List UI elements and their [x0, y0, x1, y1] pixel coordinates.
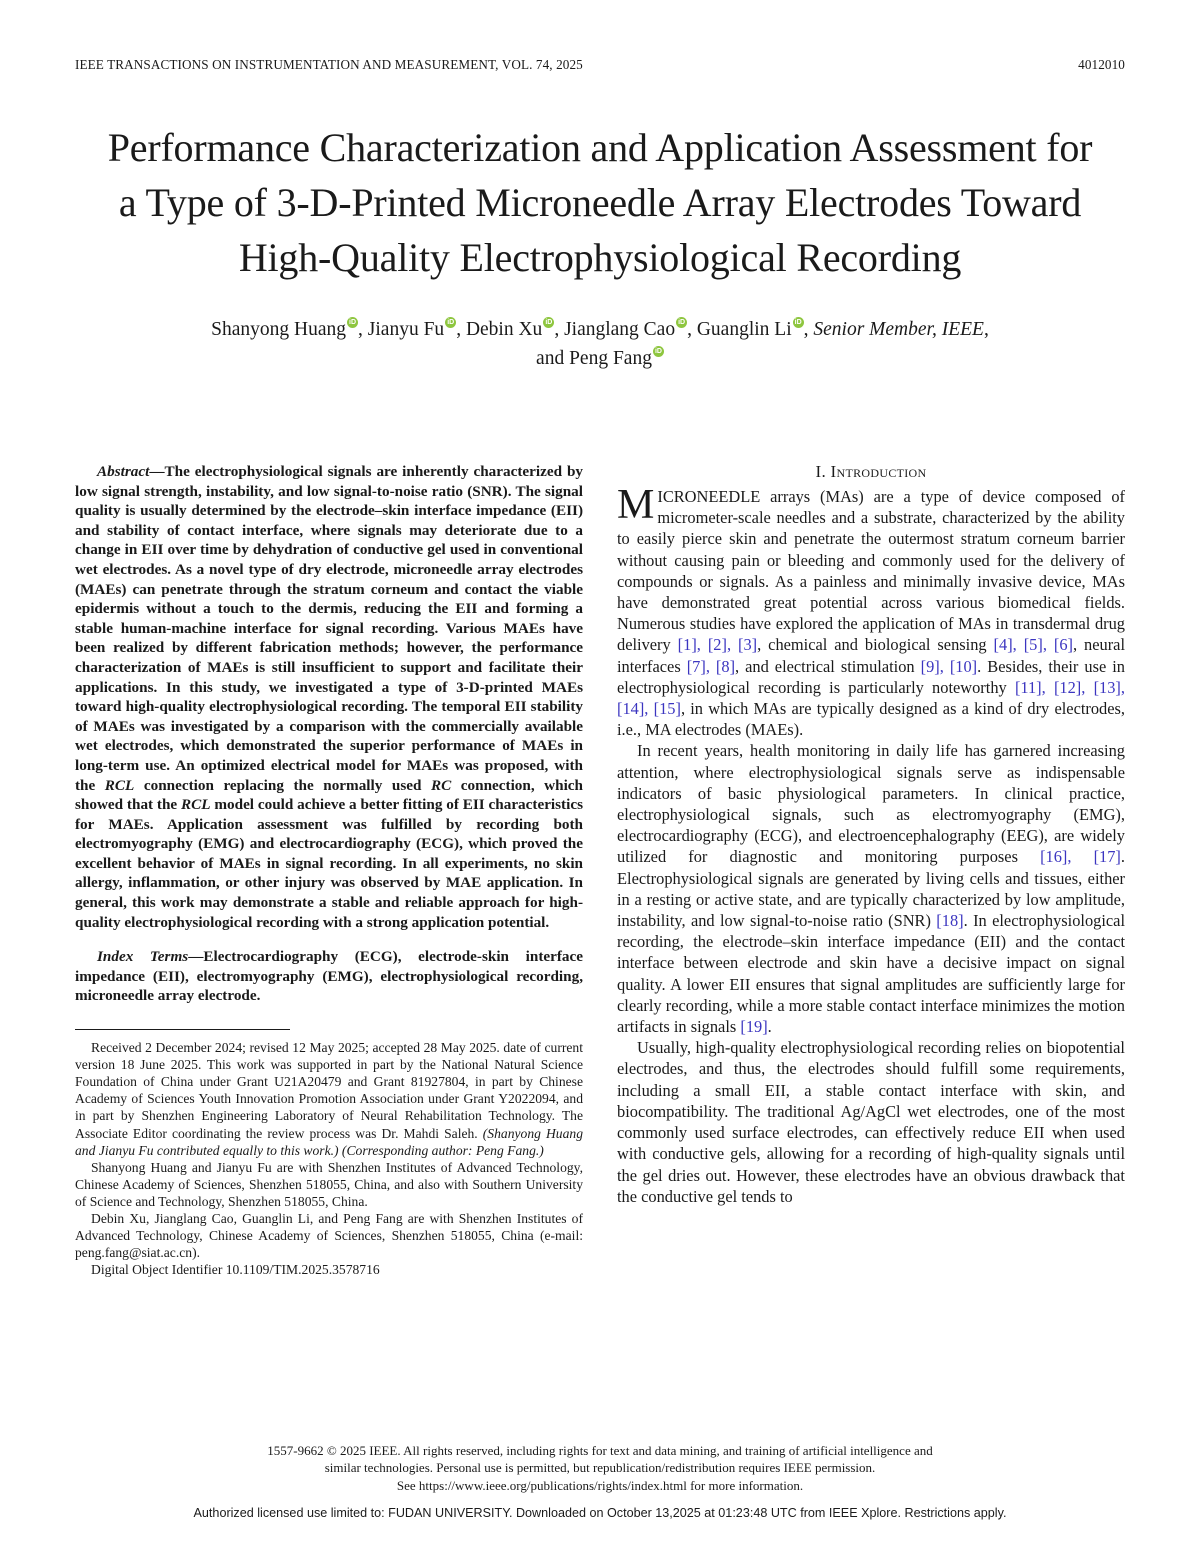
footnote-received-text: Received 2 December 2024; revised 12 May 2025; accepted 28 May 2025. date of current version 18 June 2025. This work was supported in part by the National Natural Science Foundation of China under Grant U21A20479 and Grant 81927804, in part by Chinese Academy of Sciences Youth Innovation Promotion Association under Grant Y2022094, and in part by Shenzhen Engineering Laboratory of Neural Rehabilitation Technology. The Associate Editor coordinating the review process was Dr. Mahdi Saleh.	[75, 1040, 583, 1141]
footnote-doi: Digital Object Identifier 10.1109/TIM.2025.3578716	[91, 1262, 380, 1278]
author-name-2: , Jianyu Fu	[358, 319, 445, 340]
page-title: Performance Characterization and Application Assessment for a Type of 3-D-Printed Microneedle Array Electrodes Toward High-Quality Electrophysiological Recording	[107, 125, 1093, 280]
author-separator: ,	[803, 319, 814, 340]
drop-cap: M	[617, 482, 655, 528]
intro-p2-d: .	[767, 1017, 772, 1037]
orcid-icon[interactable]	[653, 346, 664, 357]
orcid-icon[interactable]	[676, 317, 687, 328]
intro-p1-a: ICRONEEDLE	[657, 487, 761, 506]
author-list	[130, 315, 1070, 373]
orcid-icon[interactable]	[543, 317, 554, 328]
index-terms-label: Index Terms	[97, 948, 189, 966]
intro-p1-e: , and electrical stimulation	[735, 656, 921, 676]
footnote-rule	[75, 1029, 290, 1030]
footnote-affiliation-1: Shanyong Huang and Jianyu Fu are with Shenzhen Institutes of Advanced Technology, Chinese Academy of Sciences, Shenzhen 518055, China, and also with Southern University of Science and Technology, Shenzhen 518055, China.	[75, 1159, 583, 1209]
intro-p2-c: . In electrophysiological recording, the electrode–skin interface impedance (EII) and the contact interface between electrode and skin have a decisive impact on signal quality. A lower EII ensures that signal amplitudes are sufficiently large for clearly recording, while a more stable contact interface minimizes the motion artifacts in signals	[617, 911, 1125, 1037]
citation-link[interactable]: [18]	[936, 911, 964, 931]
intro-paragraph-3: Usually, high-quality electrophysiological recording relies on biopotential electrodes, and thus, the electrodes should fulfill some requirements, including a small EII, a stable contact interface with skin, and biocompatibility. The traditional Ag/AgCl wet electrodes, one of the most commonly used surface electrodes, can effectively reduce EII when used with conductive gels, allowing for a recording of high-quality signals until the gel dries out. However, these electrodes have an obvious drawback that the conductive gel tends to	[617, 1038, 1125, 1206]
intro-p2-b: . Electrophysiological signals are generated by living cells and tissues, either in a resting or active state, and are typically characterized by low amplitude, instability, and low signal-to-noise ratio (SNR)	[617, 847, 1125, 931]
author-name-5: , Guanglin Li	[687, 319, 792, 340]
footnote-received	[75, 1039, 583, 1159]
abstract-dash: —	[149, 463, 165, 480]
right-column	[617, 462, 1125, 1278]
index-terms-dash: —	[188, 948, 204, 966]
citation-link[interactable]: [16], [17]	[1040, 847, 1121, 867]
abstract-text-c: connection, which showed that the	[75, 776, 583, 814]
intro-paragraph-2	[617, 740, 1125, 1037]
abstract-em-1: RCL	[104, 776, 135, 794]
intro-p1-g: , in which MAs are typically designed as a kind of dry electrodes, i.e., MA electrodes (MAEs).	[617, 699, 1125, 740]
orcid-icon[interactable]	[793, 317, 804, 328]
abstract	[75, 462, 583, 932]
body-columns	[75, 462, 1125, 1278]
index-terms	[75, 947, 583, 1006]
footnote-block	[75, 1039, 583, 1278]
footnote-affiliation-2: Debin Xu, Jianglang Cao, Guanglin Li, and Peng Fang are with Shenzhen Institutes of Advanced Technology, Chinese Academy of Sciences, Shenzhen 518055, China (e-mail: peng.fang@siat.ac.cn).	[75, 1210, 583, 1261]
abstract-em-2: RC	[430, 776, 452, 794]
intro-p1-c: , chemical and biological sensing	[757, 635, 994, 655]
orcid-icon[interactable]	[347, 317, 358, 328]
abstract-label: Abstract	[97, 463, 150, 480]
copyright-line-2: similar technologies. Personal use is permitted, but republication/redistribution requires IEEE permission.	[324, 1460, 876, 1475]
membership-label: Senior Member, IEEE	[813, 319, 984, 340]
left-column	[75, 462, 583, 1278]
citation-link[interactable]: [7], [8]	[686, 656, 736, 676]
intro-paragraph-1	[617, 482, 1126, 740]
abstract-text-b: connection replacing the normally used	[134, 776, 431, 794]
abstract-em-3: RCL	[181, 796, 211, 814]
author-name-3: , Debin Xu	[456, 319, 543, 340]
article-id: 4012010	[1078, 57, 1125, 72]
citation-link[interactable]: [11], [12], [13], [14], [15]	[617, 677, 1125, 719]
citation-link[interactable]: [19]	[740, 1017, 768, 1037]
author-name-1: Shanyong Huang	[211, 319, 347, 340]
intro-p1-b: arrays (MAs) are a type of device composed of micrometer-scale needles and a substrate, characterized by the ability to easily pierce skin and penetrate the outermost stratum corneum barrier without causing pain or bleeding and commonly used for the delivery of compounds or signals. As a painless and minimally invasive device, MAs have demonstrated great potential across various biomedical fields. Numerous studies have explored the application of MAs in transdermal drug delivery	[617, 487, 1125, 655]
intro-p1-d: , neural interfaces	[617, 635, 1126, 676]
citation-link[interactable]: [1], [2], [3]	[677, 635, 758, 655]
footnote-contribution-note: (Shanyong Huang and Jianyu Fu contributed equally to this work.) (Corresponding author: Peng Fang.)	[75, 1125, 583, 1158]
citation-link[interactable]: [4], [5], [6]	[993, 635, 1073, 655]
orcid-icon[interactable]	[445, 317, 456, 328]
section-heading-introduction: I. Introduction	[815, 462, 927, 481]
index-terms-text: Electrocardiography (ECG), electrode-skin interface impedance (EII), electromyography (EMG), electrophysiological recording, microneedle array electrode.	[75, 948, 583, 1005]
citation-link[interactable]: [9], [10]	[920, 656, 978, 676]
author-name-4: , Jianglang Cao	[554, 319, 676, 340]
intro-p1-f: . Besides, their use in electrophysiological recording is particularly noteworthy	[617, 656, 1125, 697]
copyright-line-3: See https://www.ieee.org/publications/rights/index.html for more information.	[396, 1477, 804, 1493]
page-footer	[0, 1442, 1200, 1521]
abstract-text-d: model could achieve a better fitting of EII characteristics for MAEs. Application assessment was fulfilled by recording both electromyography (EMG) and electrocardiography (ECG), which proved the excellent behavior of MAEs in signal recording. In all experiments, no skin allergy, inflammation, or other injury was observed by MAE application. In general, this work may demonstrate a stable and reliable approach for high-quality electrophysiological recording with a strong application potential.	[75, 796, 583, 931]
license-notice: Authorized licensed use limited to: FUDAN UNIVERSITY. Downloaded on October 13,2025 at 01:23:48 UTC from IEEE Xplore. Restrictions apply.	[193, 1506, 1007, 1520]
abstract-text-a: The electrophysiological signals are inherently characterized by low signal strength, instability, and low signal-to-noise ratio (SNR). The signal quality is usually determined by the electrode–skin interface impedance (EII) and stability of contact interface, where signals may deteriorate due to a change in EII over time by dehydration of conductive gel used in conventional wet electrodes. As a novel type of dry electrode, microneedle array electrodes (MAEs) can penetrate through the stratum corneum and contact the viable epidermis without a touch to the dermis, reducing the EII and forming a stable human-machine interface for signal recording. Various MAEs have been realized by different fabrication methods; however, the performance characterization of MAEs is still insufficient to support and facilitate their applications. In this study, we investigated a type of 3-D-printed MAEs toward high-quality electrophysiological recording. The temporal EII stability of MAEs was investigated by a comparison with the commercially available wet electrodes, which demonstrated the superior performance of MAEs in long-term use. An optimized electrical model for MAEs was proposed, with the	[75, 463, 583, 794]
author-line-tail: ,	[983, 319, 989, 340]
journal-name: IEEE TRANSACTIONS ON INSTRUMENTATION AND MEASUREMENT, VOL. 74, 2025	[75, 57, 583, 72]
author-name-6: and Peng Fang	[536, 348, 652, 369]
copyright-line-1: 1557-9662 © 2025 IEEE. All rights reserved, including rights for text and data mining, and training of artificial intelligence and	[267, 1442, 933, 1458]
intro-p2-a: In recent years, health monitoring in daily life has garnered increasing attention, where electrophysiological signals serve as indispensable indicators of basic physiological parameters. In clinical practice, electrophysiological signals, such as electromyography (EMG), electrocardiography (ECG), and electroencephalography (EEG), are widely utilized for diagnostic and monitoring purposes	[617, 741, 1125, 867]
running-head	[75, 0, 1125, 77]
